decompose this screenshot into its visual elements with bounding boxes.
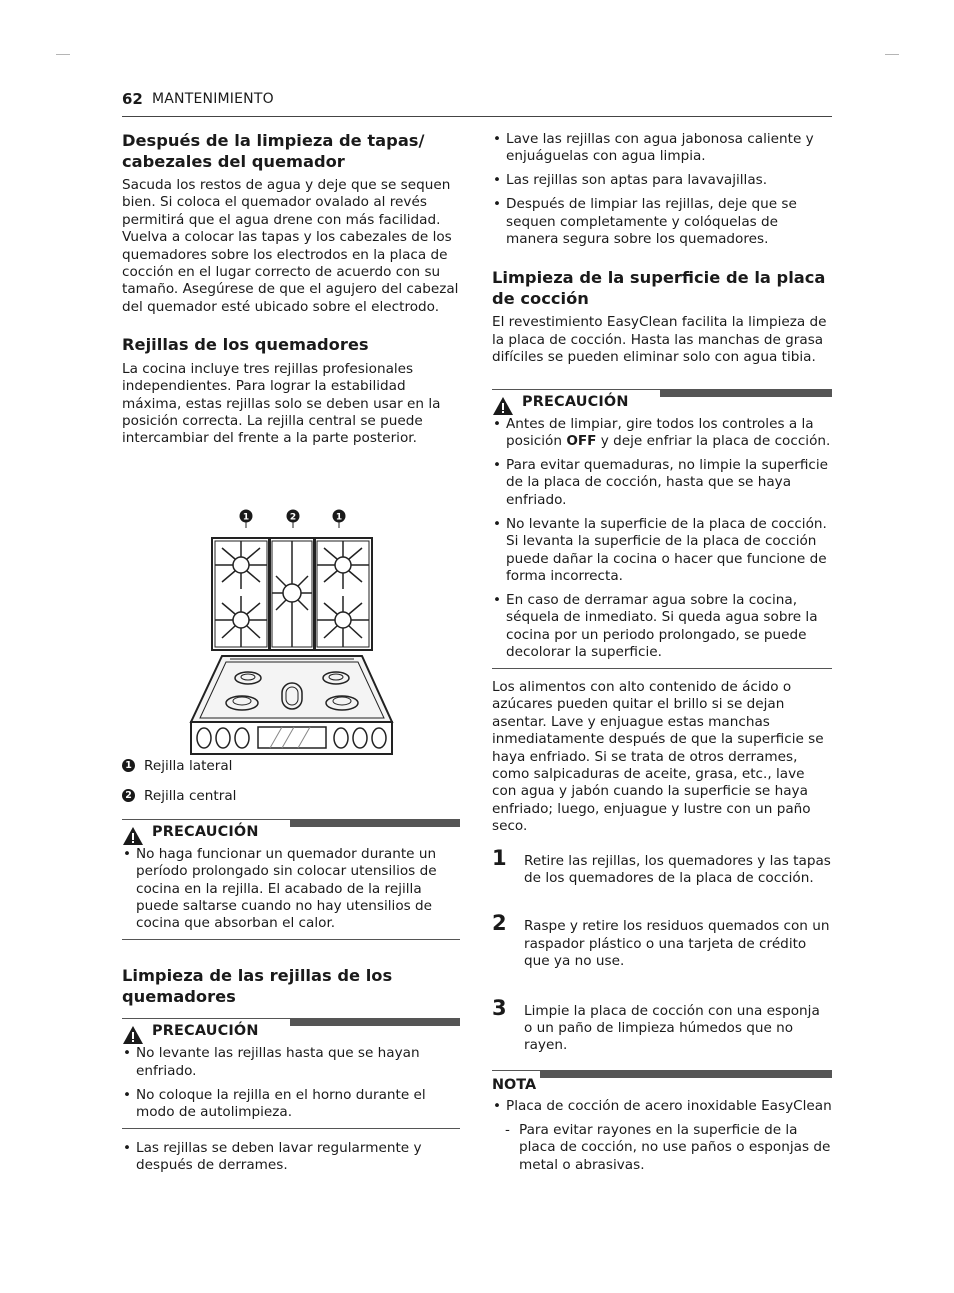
note-box [492, 1070, 832, 1174]
callout-label: 2 [289, 512, 297, 523]
note-label: NOTA [492, 1076, 537, 1093]
heading-after-cleaning-caps: Después de la limpieza de tapas/ cabezales del quemador [122, 131, 425, 171]
callout-1-right [333, 509, 346, 528]
caution-item: • No coloque la rejilla en el horno durante el modo de autolimpieza. [122, 1087, 460, 1122]
crop-mark-right [885, 54, 899, 55]
warning-triangle-icon [122, 1025, 144, 1045]
legend-label: Rejilla lateral [144, 757, 233, 774]
bullet-item: • Después de limpiar las rejillas, deje que se sequen completamente y colóquelas de manera segura sobre los quemadores. [492, 196, 832, 248]
callout-label: 1 [242, 512, 250, 523]
heading-cleaning-grates: Limpieza de las rejillas de los quemadores [122, 966, 393, 1006]
note-item: • Placa de cocción de acero inoxidable EasyClean [492, 1098, 832, 1115]
grates [212, 538, 372, 650]
divider [122, 1128, 460, 1129]
step-2 [492, 911, 832, 970]
paragraph-burner-grates: La cocina incluye tres rejillas profesionales independientes. Para lograr la estabilidad máxima, estas rejillas solo se deben usar en la posición correcta. La rejilla central se puede intercambiar del frente a la parte posterior. [122, 360, 441, 447]
caution-box-3 [492, 389, 832, 669]
legend-label: Rejilla central [144, 787, 237, 804]
legend [122, 758, 460, 804]
step-number: 3 [492, 995, 507, 1020]
note-header [492, 1070, 832, 1096]
caution-item: • Para evitar quemaduras, no limpie la superficie de la placa de cocción, hasta que se haya enfriado. [492, 457, 832, 509]
caution-header [122, 819, 460, 845]
page-header [122, 90, 832, 117]
caution-box-1 [122, 819, 460, 941]
note-subitem: - Para evitar rayones en la superficie de la placa de cocción, no use paños o esponjas de metal o abrasivas. [505, 1122, 832, 1174]
legend-item-side-grate [122, 758, 460, 774]
heading-burner-grates: Rejillas de los quemadores [122, 335, 369, 355]
step-number: 1 [492, 845, 507, 870]
caution-item: • En caso de derramar agua sobre la cocina, séquela de inmediato. Si queda agua sobre la cocina por un periodo prolongado, se puede decolorar la superficie. [492, 592, 832, 662]
heading-cooktop-surface: Limpieza de la superficie de la placa de cocción [492, 268, 826, 308]
caution-header [122, 1018, 460, 1044]
legend-number: 1 [122, 759, 135, 772]
range-grates-illustration [122, 468, 460, 758]
legend-item-center-grate [122, 788, 460, 804]
step-number: 2 [492, 911, 507, 936]
caution-label: PRECAUCIÓN [152, 823, 259, 840]
bullet-item: • Lave las rejillas con agua jabonosa caliente y enjuáguelas con agua limpia. [492, 131, 832, 166]
crop-mark-left [56, 54, 70, 55]
off-keyword: OFF [566, 433, 597, 450]
caution-label: PRECAUCIÓN [152, 1023, 259, 1040]
warning-triangle-icon [492, 396, 514, 416]
caution-item: • No haga funcionar un quemador durante un período prolongado sin colocar utensilios de cocina en la rejilla. El acabado de la rejilla puede saltarse cuando no hay utensilios de cocina que absorban el calor. [122, 846, 460, 933]
caution-header [492, 389, 832, 415]
caution-item: • No levante la superficie de la placa de cocción. Si levanta la superficie de la placa de cocción puede dañar la cocina o hacer que funcione de forma incorrecta. [492, 516, 832, 586]
caution-item: • No levante las rejillas hasta que se hayan enfriado. [122, 1045, 460, 1080]
right-column [492, 131, 832, 1180]
paragraph-after-cleaning-caps: Sacuda los restos de agua y deje que se sequen bien. Si coloca el quemador ovalado al revés permitirá que el agua drene con más facilidad. Vuelva a colocar las tapas y los cabezales de los quemadores sobre los electrodos en la placa de cocción en el lugar correcto de acuerdo con su tamaño. Asegúrese de que el agujero del cabezal del quemador esté ubicado sobre el electrodo. [122, 177, 459, 315]
step-text: Limpie la placa de cocción con una esponja o un paño de limpieza húmedos que no rayen. [524, 1002, 820, 1054]
caution-label: PRECAUCIÓN [522, 393, 629, 410]
step-text: Retire las rejillas, los quemadores y las tapas de los quemadores de la placa de cocción. [524, 852, 831, 886]
step-3 [492, 995, 832, 1055]
page-number: 62 [122, 90, 143, 108]
legend-number: 2 [122, 789, 135, 802]
callout-2-center [287, 509, 300, 528]
warning-triangle-icon [122, 826, 144, 846]
divider [492, 668, 832, 669]
callout-label: 1 [335, 512, 343, 523]
caution-box-2 [122, 1018, 460, 1129]
step-text: Raspe y retire los residuos quemados con un raspador plástico o una tarjeta de crédito que ya no use. [524, 918, 830, 970]
step-1 [492, 845, 832, 888]
bullet-item: • Las rejillas se deben lavar regularmente y después de derrames. [122, 1140, 460, 1175]
callout-1-left [240, 509, 253, 528]
paragraph-acidic-foods: Los alimentos con alto contenido de ácido o azúcares pueden quitar el brillo si se dejan asentar. Lave y enjuague estas manchas inmediatamente después de que la superficie se haya enfriado. Si se trata de otros derrames, como salpicaduras de aceite, grasa, etc., lave con agua y jabón cuando la superficie se haya enfriado; luego, enjuague y lustre con un paño seco. [492, 678, 824, 835]
caution-item: • Antes de limpiar, gire todos los controles a la posición OFF y deje enfriar la placa de cocción. [492, 416, 832, 451]
paragraph-cooktop-surface: El revestimiento EasyClean facilita la limpieza de la placa de cocción. Hasta las manchas de grasa difíciles se pueden eliminar solo con agua tibia. [492, 314, 827, 366]
bullet-item: • Las rejillas son aptas para lavavajillas. [492, 172, 832, 189]
divider [122, 939, 460, 940]
grates-figure [122, 468, 460, 758]
section-title: MANTENIMIENTO [152, 91, 274, 107]
left-column [122, 131, 460, 1181]
